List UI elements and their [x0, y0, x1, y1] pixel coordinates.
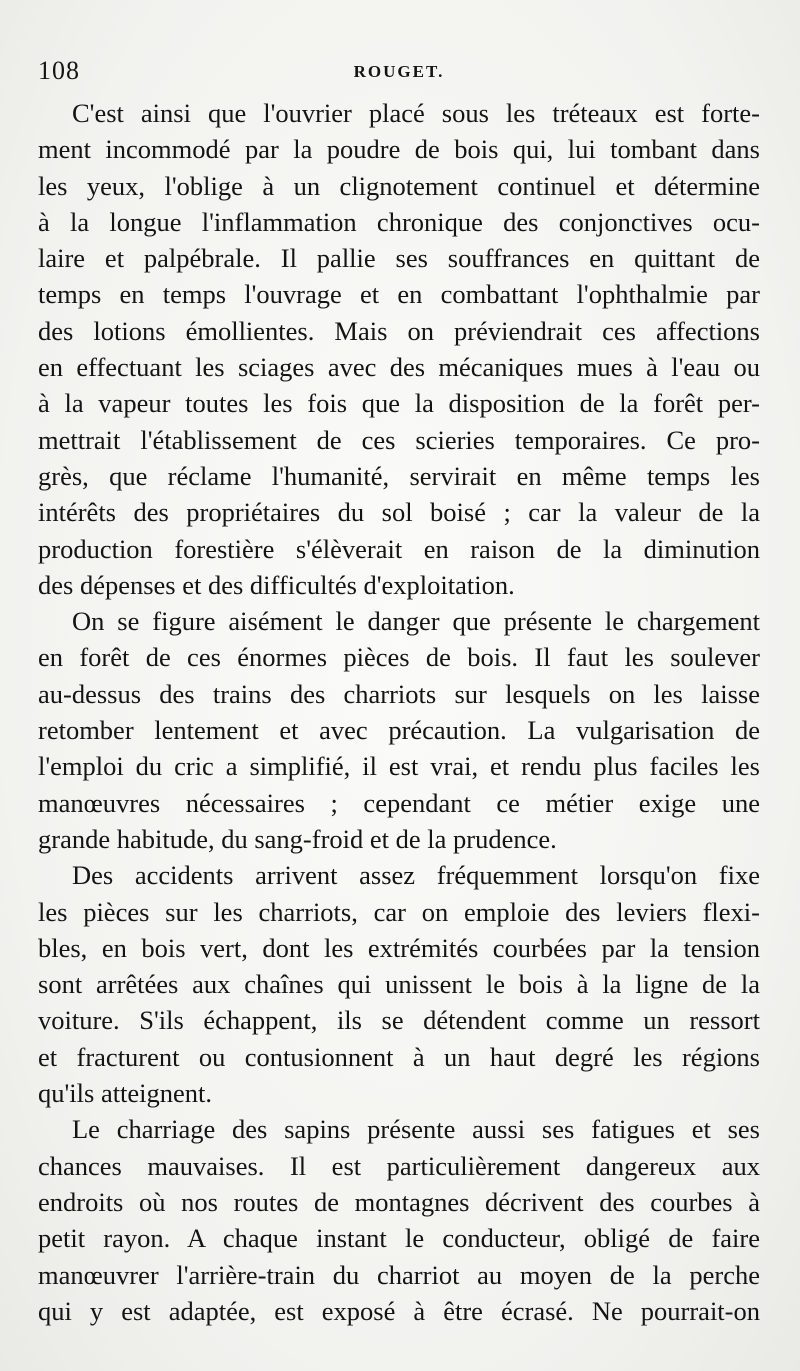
- text-line: petit rayon. A chaque instant le conducteur, obligé de faire: [38, 1223, 760, 1254]
- text-line: laire et palpébrale. Il pallie ses souffrances en quittant de: [38, 243, 760, 274]
- text-line: grès, que réclame l'humanité, servirait en même temps les: [38, 460, 760, 491]
- text-line: les pièces sur les charriots, car on emploie des leviers flexi-: [38, 896, 760, 927]
- text-line: bles, en bois vert, dont les extrémités courbées par la tension: [38, 932, 760, 963]
- text-line: grande habitude, du sang-froid et de la prudence.: [38, 823, 557, 854]
- text-line: qu'ils atteignent.: [38, 1078, 213, 1109]
- paragraph-2: [38, 603, 760, 857]
- text-line: des lotions émollientes. Mais on préviendrait ces affections: [38, 315, 760, 346]
- text-line: et fracturent ou contusionnent à un haut degré les régions: [38, 1041, 760, 1072]
- text-line: qui y est adaptée, est exposé à être écrasé. Ne pourrait-on: [38, 1295, 760, 1326]
- text-line: sont arrêtées aux chaînes qui unissent le bois à la ligne de la: [38, 969, 760, 1000]
- text-line: en effectuant les sciages avec des mécaniques mues à l'eau ou: [38, 352, 760, 383]
- paragraph-4: [38, 1111, 760, 1329]
- text-line: à la vapeur toutes les fois que la disposition de la forêt per-: [38, 388, 760, 419]
- text-line: manœuvres nécessaires ; cependant ce métier exige une: [38, 787, 760, 818]
- text-line: en forêt de ces énormes pièces de bois. Il faut les soulever: [38, 642, 760, 673]
- text-line: On se figure aisément le danger que présente le chargement: [72, 606, 760, 637]
- text-line: Le charriage des sapins présente aussi ses fatigues et ses: [72, 1114, 760, 1145]
- text-line: manœuvrer l'arrière-train du charriot au moyen de la perche: [38, 1259, 760, 1290]
- text-line: Des accidents arrivent assez fréquemment lorsqu'on fixe: [72, 860, 760, 891]
- text-line: endroits où nos routes de montagnes décrivent des courbes à: [38, 1186, 760, 1217]
- text-line: production forestière s'élèverait en raison de la diminution: [38, 533, 760, 564]
- text-line: intérêts des propriétaires du sol boisé ; car la valeur de la: [38, 497, 760, 528]
- text-line: mettrait l'établissement de ces scieries temporaires. Ce pro-: [38, 424, 760, 455]
- text-line: retomber lentement et avec précaution. La vulgarisation de: [38, 715, 760, 746]
- body-text: [38, 95, 760, 1329]
- text-line: à la longue l'inflammation chronique des conjonctives ocu-: [38, 206, 760, 237]
- running-head: ROUGET.: [353, 62, 445, 81]
- page-number: 108: [38, 56, 80, 85]
- text-line: chances mauvaises. Il est particulièrement dangereux aux: [38, 1150, 760, 1181]
- text-line: l'emploi du cric a simplifié, il est vrai, et rendu plus faciles les: [38, 751, 760, 782]
- text-line: C'est ainsi que l'ouvrier placé sous les tréteaux est forte-: [72, 98, 760, 128]
- text-line: des dépenses et des difficultés d'exploitation.: [38, 569, 515, 600]
- paragraph-3: [38, 857, 760, 1111]
- text-line: temps en temps l'ouvrage et en combattant l'ophthalmie par: [38, 279, 760, 310]
- text-line: les yeux, l'oblige à un clignotement continuel et détermine: [38, 170, 760, 201]
- text-line: au-dessus des trains des charriots sur lesquels on les laisse: [38, 678, 760, 709]
- paragraph-1: [38, 95, 760, 603]
- text-line: ment incommodé par la poudre de bois qui, lui tombant dans: [38, 134, 760, 165]
- page-header: [38, 56, 760, 90]
- text-line: voiture. S'ils échappent, ils se détendent comme un ressort: [38, 1005, 760, 1036]
